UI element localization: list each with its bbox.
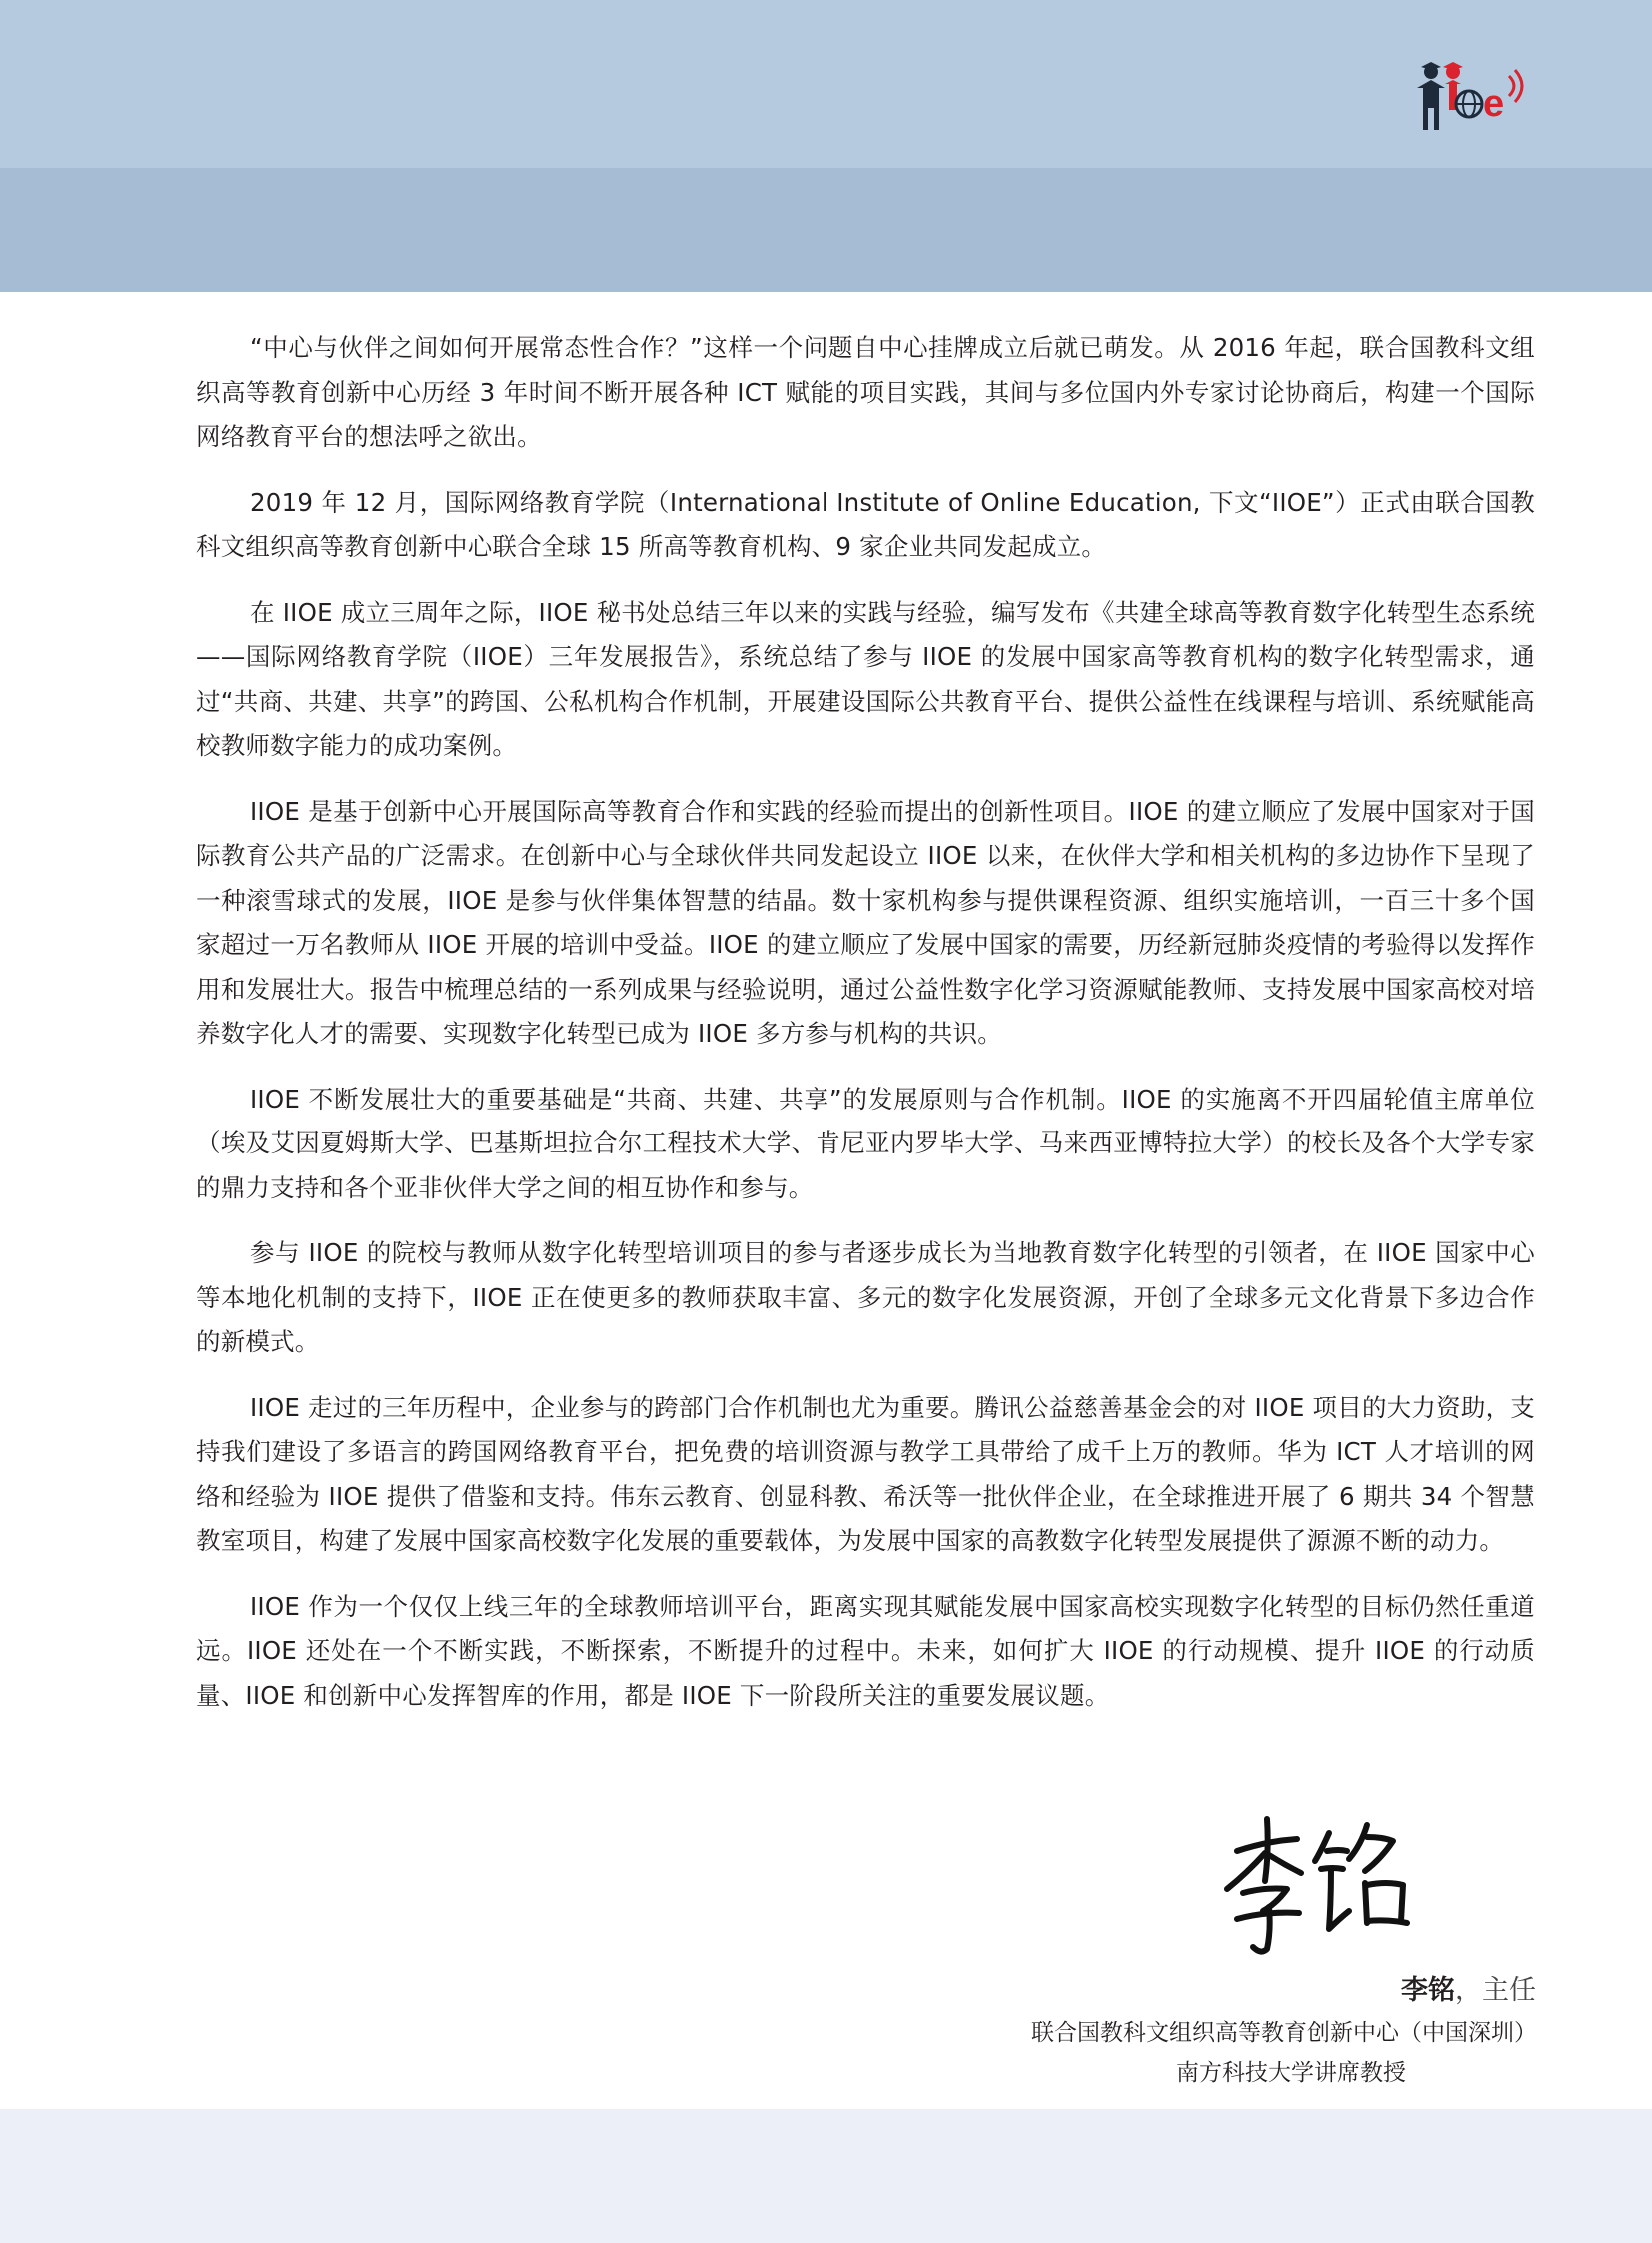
header-subband bbox=[0, 168, 1652, 292]
header-band bbox=[0, 0, 1652, 168]
paragraph: 参与 IIOE 的院校与教师从数字化转型培训项目的参与者逐步成长为当地教育数字化转型的引领者，在 IIOE 国家中心等本地化机制的支持下，IIOE 正在使更多的教师获取丰富、多元的数字化发展资源，开创了全球多元文化背景下多边合作的新模式。 bbox=[196, 1238, 1535, 1356]
logo-cap-left bbox=[1421, 62, 1441, 70]
iioe-logo bbox=[1409, 58, 1539, 144]
letter-body bbox=[196, 326, 1535, 1739]
handwritten-signature bbox=[1217, 1811, 1417, 1961]
logo-cap-right bbox=[1443, 62, 1463, 70]
signature-block bbox=[937, 1969, 1537, 2093]
signatory-organization: 联合国教科文组织高等教育创新中心（中国深圳） bbox=[1031, 2020, 1537, 2046]
signatory-name: 李铭 bbox=[1401, 1975, 1455, 2006]
paragraph: IIOE 走过的三年历程中，企业参与的跨部门合作机制也尤为重要。腾讯公益慈善基金会的对 IIOE 项目的大力资助，支持我们建设了多语言的跨国网络教育平台，把免费的培训资源与教学工具带给了成千上万的教师。华为 ICT 人才培训的网络和经验为 IIOE 提供了借鉴和支持。伟东云教育、创显科教、希沃等一批伙伴企业，在全球推进开展了 6 期共 34 个智慧教室项目，构建了发展中国家高校数字化发展的重要载体，为发展中国家的高教数字化转型发展提供了源源不断的动力。 bbox=[196, 1392, 1535, 1555]
paragraph: IIOE 是基于创新中心开展国际高等教育合作和实践的经验而提出的创新性项目。IIOE 的建立顺应了发展中国家对于国际教育公共产品的广泛需求。在创新中心与全球伙伴共同发起设立 IIOE 以来，在伙伴大学和相关机构的多边协作下呈现了一种滚雪球式的发展，IIOE 是参与伙伴集体智慧的结晶。数十家机构参与提供课程资源、组织实施培训，一百三十多个国家超过一万名教师从 IIOE 开展的培训中受益。IIOE 的建立顺应了发展中国家的需要，历经新冠肺炎疫情的考验得以发挥作用和发展壮大。报告中梳理总结的一系列成果与经验说明，通过公益性数字化学习资源赋能教师、支持发展中国家高校对培养数字化人才的需要、实现数字化转型已成为 IIOE 多方参与机构的共识。 bbox=[196, 796, 1535, 1048]
paragraph: 在 IIOE 成立三周年之际，IIOE 秘书处总结三年以来的实践与经验，编写发布《共建全球高等教育数字化转型生态系统——国际网络教育学院（IIOE）三年发展报告》，系统总结了参与 IIOE 的发展中国家高等教育机构的数字化转型需求，通过“共商、共建、共享”的跨国、公私机构合作机制，开展建设国际公共教育平台、提供公益性在线课程与培训、系统赋能高校教师数字能力的成功案例。 bbox=[196, 597, 1535, 760]
paragraph: IIOE 不断发展壮大的重要基础是“共商、共建、共享”的发展原则与合作机制。IIOE 的实施离不开四届轮值主席单位（埃及艾因夏姆斯大学、巴基斯坦拉合尔工程技术大学、肯尼亚内罗毕大学、马来西亚博特拉大学）的校长及各个大学专家的鼎力支持和各个亚非伙伴大学之间的相互协作和参与。 bbox=[196, 1084, 1535, 1202]
logo-signal bbox=[1509, 76, 1514, 96]
signatory-separator: ， bbox=[1455, 1975, 1482, 2006]
paragraph: IIOE 作为一个仅仅上线三年的全球教师培训平台，距离实现其赋能发展中国家高校实现数字化转型的目标仍然任重道远。IIOE 还处在一个不断实践，不断探索，不断提升的过程中。未来，如何扩大 IIOE 的行动规模、提升 IIOE 的行动质量、IIOE 和创新中心发挥智库的作用，都是 IIOE 下一阶段所关注的重要发展议题。 bbox=[196, 1591, 1535, 1710]
logo-e: e bbox=[1483, 83, 1505, 125]
signatory-position: 南方科技大学讲席教授 bbox=[1176, 2060, 1406, 2086]
paragraph: 2019 年 12 月，国际网络教育学院（International Institute of Online Education, 下文“IIOE”）正式由联合国教科文组织高等教育创新中心联合全球 15 所高等教育机构、9 家企业共同发起成立。 bbox=[196, 487, 1535, 561]
paragraph: “中心与伙伴之间如何开展常态性合作？”这样一个问题自中心挂牌成立后就已萌发。从 2016 年起，联合国教科文组织高等教育创新中心历经 3 年时间不断开展各种 ICT 赋能的项目实践，其间与多位国内外专家讨论协商后，构建一个国际网络教育平台的想法呼之欲出。 bbox=[196, 333, 1535, 451]
signatory-title: 主任 bbox=[1482, 1975, 1536, 2006]
signatory-line bbox=[937, 1969, 1536, 2013]
logo-body-left bbox=[1417, 80, 1445, 130]
footer-band bbox=[0, 2109, 1652, 2243]
